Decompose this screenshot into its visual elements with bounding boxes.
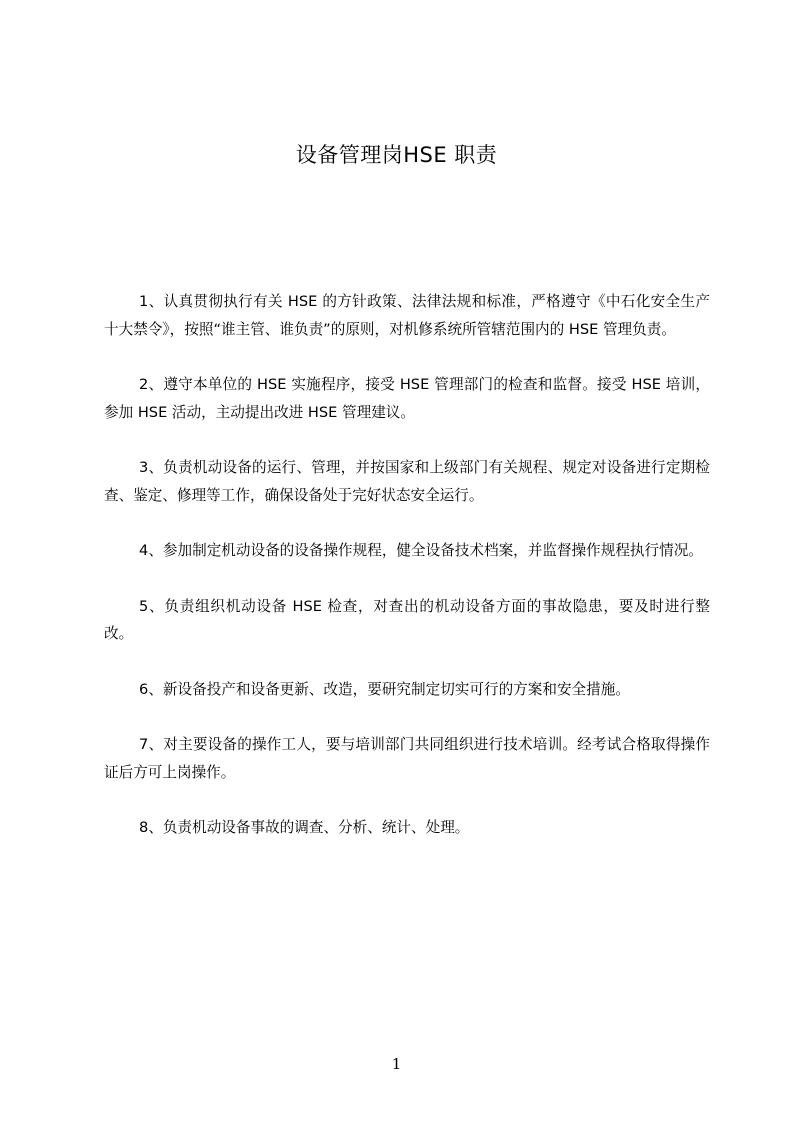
duty-item-3: 3、负责机动设备的运行、管理，并按国家和上级部门有关规程、规定对设备进行定期检查、鉴定、修理等工作，确保设备处于完好状态安全运行。 (104, 459, 710, 504)
duty-item-8: 8、负责机动设备事故的调查、分析、统计、处理。 (139, 819, 470, 836)
document-title: 设备管理岗HSE 职责 (295, 143, 498, 167)
duty-item-1: 1、认真贯彻执行有关 HSE 的方针政策、法律法规和标准，严格遵守《中石化安全生产十大禁令》，按照“谁主管、谁负责”的原则，对机修系统所管辖范围内的 HSE 管理负责。 (104, 293, 710, 338)
duty-item-2: 2、遵守本单位的 HSE 实施程序，接受 HSE 管理部门的检查和监督。接受 HSE 培训，参加 HSE 活动，主动提出改进 HSE 管理建议。 (104, 376, 710, 421)
page-number: 1 (391, 1055, 402, 1073)
duty-item-6: 6、新设备投产和设备更新、改造，要研究制定切实可行的方案和安全措施。 (139, 680, 630, 698)
duty-item-7: 7、对主要设备的操作工人，要与培训部门共同组织进行技术培训。经考试合格取得操作证后方可上岗操作。 (104, 736, 710, 781)
duty-item-4: 4、参加制定机动设备的设备操作规程，健全设备技术档案，并监督操作规程执行情况。 (139, 542, 703, 559)
document-body (104, 288, 710, 870)
duty-item-5: 5、负责组织机动设备 HSE 检查，对查出的机动设备方面的事故隐患，要及时进行整改。 (104, 597, 710, 642)
